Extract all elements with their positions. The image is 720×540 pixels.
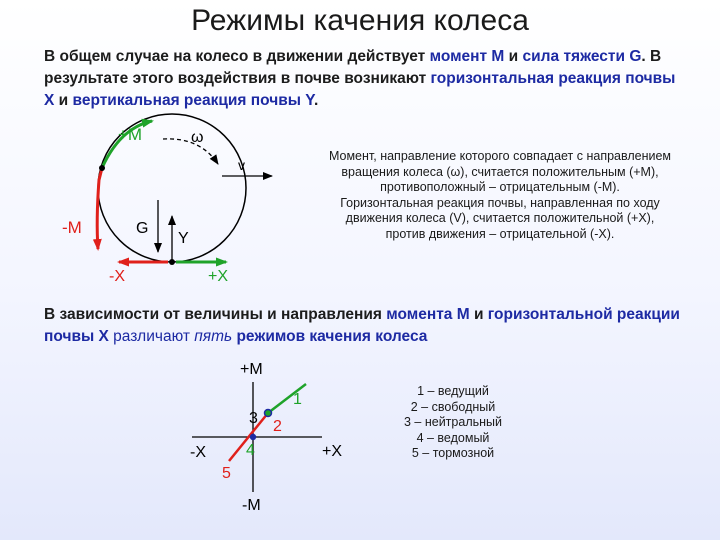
modes-five-term: пять <box>194 328 233 345</box>
wheel-label-plus-x: +X <box>208 268 229 285</box>
mode-number-2: 2 <box>273 418 282 435</box>
contact-point <box>169 259 175 265</box>
legend-item: 1 – ведущий <box>417 384 489 398</box>
modes-horizontal-reaction-term: горизонтальной реакции почвы X <box>44 306 680 345</box>
mode-number-5: 5 <box>222 465 231 482</box>
modes-text-2: и <box>469 306 488 323</box>
intro-text-2: и <box>504 48 523 65</box>
wheel-label-minus-x: -X <box>109 268 125 285</box>
axis-label-plus-x: +X <box>322 443 343 460</box>
intro-gravity-term: сила тяжести G <box>522 48 642 65</box>
note-line: движения колеса (V), считается положительной (+X), <box>345 211 655 225</box>
modes-diagram <box>190 361 342 514</box>
modes-legend <box>383 384 523 462</box>
wheel-label-omega: ω <box>191 129 204 146</box>
intro-text-1: В общем случае на колесо в движении действует <box>44 48 430 65</box>
intro-moment-term: момент M <box>429 48 505 65</box>
modes-text-3: различают <box>108 328 195 345</box>
wheel-label-g: G <box>136 220 149 237</box>
note-line: против движения – отрицательной (-X). <box>385 226 615 241</box>
intro-vertical-reaction-term: вертикальная реакция почвы Y <box>72 92 314 109</box>
axis-label-plus-m: +M <box>240 361 263 378</box>
wheel-label-y: Y <box>178 230 189 247</box>
note-line: вращения колеса (ω), считается положительным (+M), <box>341 164 659 179</box>
legend-item: 2 – свободный <box>410 399 496 414</box>
intro-horizontal-reaction-term: горизонтальная реакция почвы X <box>44 70 676 109</box>
axis-label-minus-x: -X <box>190 444 206 461</box>
wheel-label-plus-m: +M <box>118 125 143 144</box>
intro-text-4: и <box>54 92 73 109</box>
legend-item: 4 – ведомый <box>416 430 490 445</box>
wheel-diagram <box>62 114 272 285</box>
mode-number-4: 4 <box>246 442 255 459</box>
legend-item: 5 – тормозной <box>411 446 495 460</box>
axis-label-minus-m: -M <box>242 497 261 514</box>
origin-point <box>250 434 256 440</box>
legend-item: 3 – нейтральный <box>404 415 502 429</box>
wheel-label-v: v <box>238 157 245 173</box>
modes-text-1: В зависимости от величины и направления <box>44 306 387 323</box>
mode-number-3: 3 <box>249 410 258 427</box>
note-line: Момент, направление которого совпадает с направлением <box>328 149 672 163</box>
intro-text-5: . <box>313 92 319 109</box>
modes-intro-paragraph <box>44 304 704 348</box>
mode-number-1: 1 <box>293 391 302 408</box>
neutral-point <box>265 410 272 417</box>
intro-text-3: . В результате этого воздействия в почве возникают <box>44 48 662 87</box>
moment-point <box>99 165 105 171</box>
note-line: Горизонтальная реакция почвы, направленная по ходу <box>340 195 660 210</box>
note-line: противоположный – отрицательным (-M). <box>380 180 620 194</box>
wheel-label-minus-m: -M <box>62 218 82 237</box>
sign-convention-note <box>290 149 710 242</box>
modes-text-4: режимов качения колеса <box>232 328 428 345</box>
modes-moment-term: момента M <box>386 306 470 323</box>
slide-title: Режимы качения колеса <box>191 4 529 37</box>
